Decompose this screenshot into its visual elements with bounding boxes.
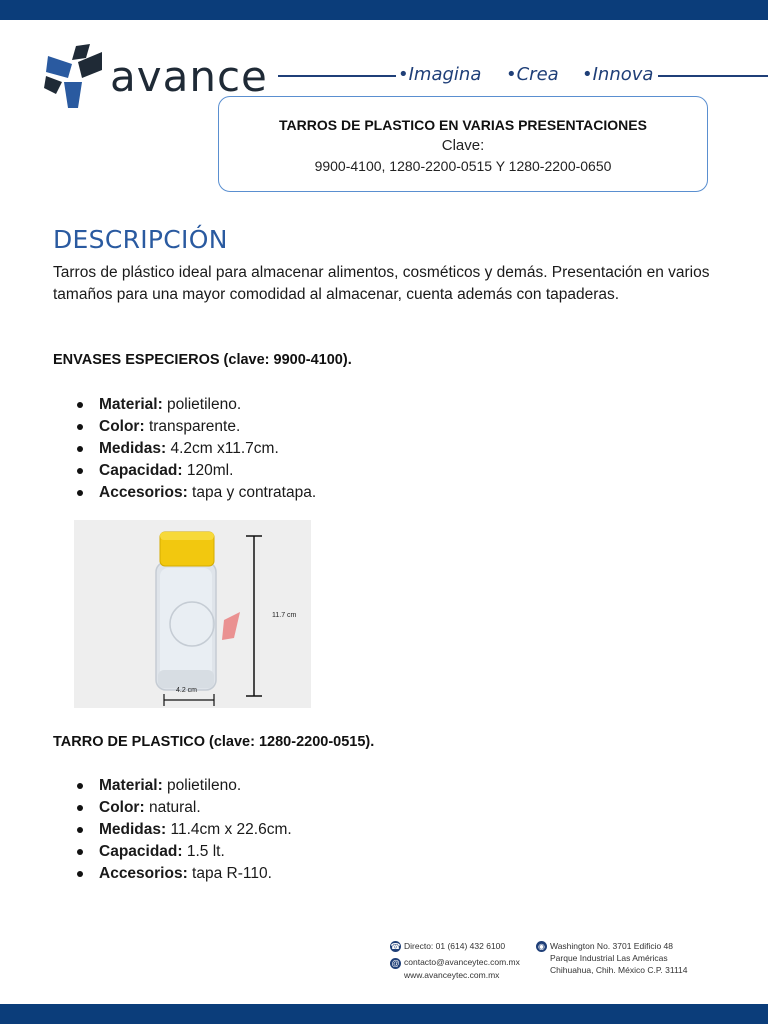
- width-label: 4.2 cm: [176, 687, 198, 694]
- spec-item: Material: polietileno.: [99, 394, 316, 416]
- spec-list: [53, 775, 292, 885]
- spec-item: Accesorios: tapa R-110.: [99, 863, 292, 885]
- footer-address: [536, 940, 688, 976]
- spec-item: Color: transparente.: [99, 416, 316, 438]
- footer-address-3: Chihuahua, Chih. México C.P. 31114: [550, 965, 688, 976]
- description-text: Tarros de plástico ideal para almacenar alimentos, cosméticos y demás. Presentación en varios tamaños para una mayor comodidad al almacenar, cuenta además con tapaderas.: [53, 264, 710, 303]
- footer-address-1: Washington No. 3701 Edificio 48: [550, 941, 674, 951]
- spec-item: Medidas: 4.2cm x11.7cm.: [99, 438, 316, 460]
- clave-label: Clave:: [441, 137, 485, 154]
- height-label: 11.7 cm: [272, 612, 297, 619]
- spec-list: [53, 394, 316, 504]
- product-heading: TARRO DE PLASTICO (clave: 1280-2200-0515).: [53, 734, 375, 750]
- footer-phone: Directo: 01 (614) 432 6100: [404, 941, 506, 951]
- tagline-crea: •Crea: [506, 64, 559, 85]
- logo-mark-icon: [42, 42, 108, 112]
- spec-item: Color: natural.: [99, 797, 292, 819]
- product-heading: ENVASES ESPECIEROS (clave: 9900-4100).: [53, 352, 352, 368]
- footer-web[interactable]: www.avanceytec.com.mx: [404, 969, 500, 980]
- spec-item: Capacidad: 1.5 lt.: [99, 841, 292, 863]
- tagline-innova: •Innova: [582, 64, 654, 85]
- product-image: [74, 520, 311, 708]
- footer-email[interactable]: contacto@avanceytec.com.mx: [404, 957, 520, 968]
- tagline-rule: [278, 75, 396, 77]
- spec-item: Medidas: 11.4cm x 22.6cm.: [99, 819, 292, 841]
- document-title: TARROS DE PLASTICO EN VARIAS PRESENTACIONES: [279, 117, 647, 133]
- location-pin-icon: ◉: [536, 941, 547, 952]
- tagline-imagina: •Imagina: [398, 64, 482, 85]
- brand-name: avance: [110, 52, 268, 101]
- top-band: [0, 0, 768, 20]
- section-heading: DESCRIPCIÓN: [53, 225, 228, 254]
- footer-contact: [390, 940, 520, 981]
- clave-codes: 9900-4100, 1280-2200-0515 Y 1280-2200-0650: [314, 158, 612, 174]
- title-box: [218, 96, 708, 192]
- footer-address-2: Parque Industrial Las Américas: [550, 953, 668, 964]
- spice-jar-illustration: [74, 520, 311, 708]
- spec-item: Capacidad: 120ml.: [99, 460, 316, 482]
- email-icon: @: [391, 958, 400, 968]
- spec-item: Accesorios: tapa y contratapa.: [99, 482, 316, 504]
- tagline-rule: [658, 75, 768, 77]
- phone-icon: ☎: [390, 942, 401, 952]
- spec-item: Material: polietileno.: [99, 775, 292, 797]
- tagline: [272, 64, 768, 88]
- bottom-band: [0, 1004, 768, 1024]
